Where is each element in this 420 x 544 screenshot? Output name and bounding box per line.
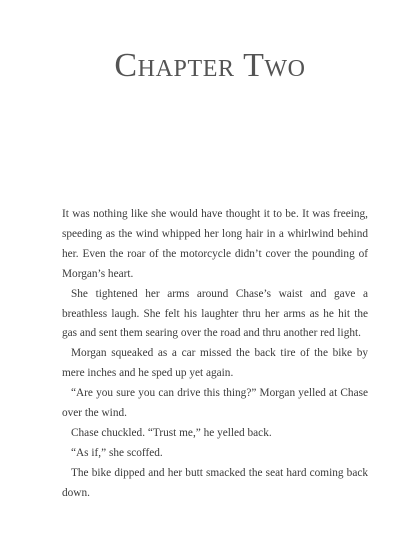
paragraph: She tightened her arms around Chase’s waist and gave a breathless laugh. She felt his laughter thru her arms as he hit the gas and sent them searing over the road and thru another red light. [62,287,368,340]
chapter-body [62,205,368,504]
chapter-title: Chapter Two [114,47,306,84]
paragraph: “Are you sure you can drive this thing?” Morgan yelled at Chase over the wind. [62,387,368,420]
paragraph: Morgan squeaked as a car missed the back tire of the bike by mere inches and he sped up yet again. [62,347,368,380]
paragraph: “As if,” she scoffed. [71,446,163,459]
paragraph: The bike dipped and her butt smacked the seat hard coming back down. [62,466,368,499]
paragraph: It was nothing like she would have thought it to be. It was freeing, speeding as the wind whipped her long hair in a whirlwind behind her. Even the roar of the motorcycle didn’t cover the pounding of Morgan’s heart. [62,208,368,280]
paragraph: Chase chuckled. “Trust me,” he yelled back. [71,426,272,439]
